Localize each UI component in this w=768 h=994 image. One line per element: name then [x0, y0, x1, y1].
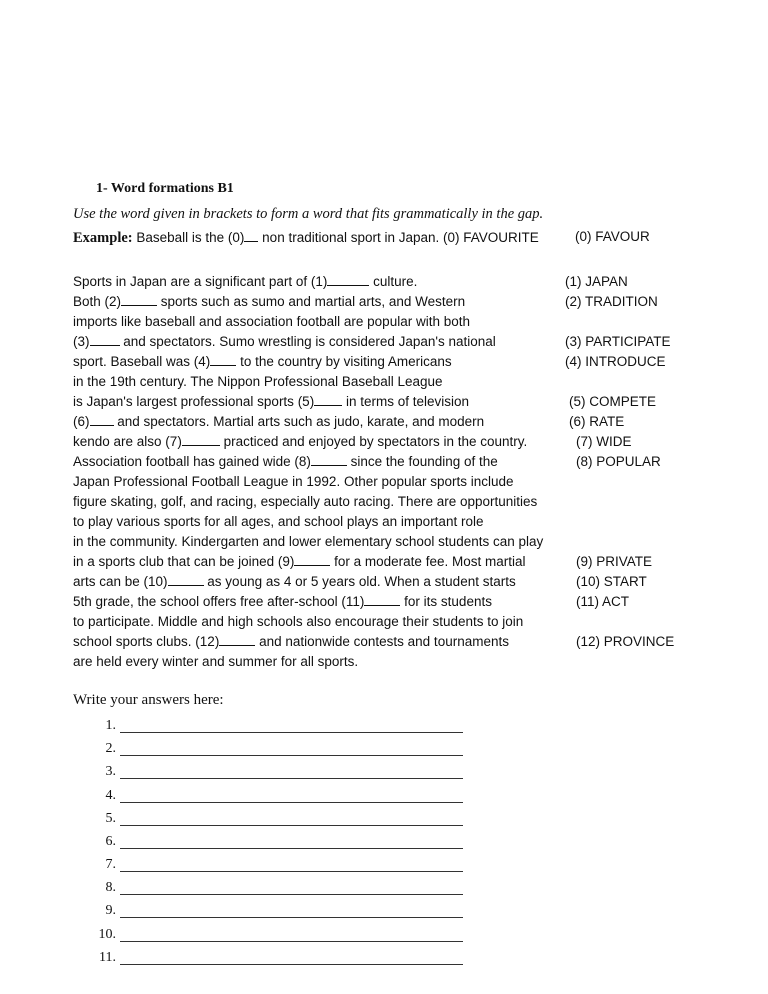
- answer-line[interactable]: [120, 778, 463, 779]
- answer-line[interactable]: [120, 755, 463, 756]
- answer-row[interactable]: 5.: [94, 811, 474, 829]
- cue-word: (2) TRADITION: [565, 294, 658, 309]
- answer-row[interactable]: 8.: [94, 880, 474, 898]
- cue-word: (3) PARTICIPATE: [565, 334, 671, 349]
- answer-line[interactable]: [120, 941, 463, 942]
- answer-row[interactable]: 4.: [94, 788, 474, 806]
- gap-6: [90, 413, 114, 426]
- passage-line: (6) and spectators. Martial arts such as judo, karate, and modern: [73, 414, 485, 429]
- answer-row[interactable]: 2.: [94, 741, 474, 759]
- answer-line[interactable]: [120, 894, 463, 895]
- answer-row[interactable]: 6.: [94, 834, 474, 852]
- section-heading: 1- Word formations B1: [96, 181, 234, 196]
- passage-line: kendo are also (7) practiced and enjoyed by spectators in the country.: [73, 434, 528, 449]
- passage-line: in the community. Kindergarten and lower elementary school students can play: [73, 534, 544, 549]
- cue-word: (10) START: [576, 574, 647, 589]
- example-label: Example:: [73, 230, 133, 246]
- cue-word: (8) POPULAR: [576, 454, 661, 469]
- gap-1: [327, 273, 369, 286]
- passage-line: in the 19th century. The Nippon Professional Baseball League: [73, 374, 443, 389]
- cue-word: (7) WIDE: [576, 434, 632, 449]
- passage-line: is Japan's largest professional sports (5) in terms of television: [73, 394, 469, 409]
- gap-2: [121, 293, 157, 306]
- gap-5: [314, 393, 342, 406]
- answer-line[interactable]: [120, 964, 463, 965]
- example-gap: [244, 229, 258, 242]
- cue-word: (5) COMPETE: [569, 394, 657, 409]
- passage-line: arts can be (10) as young as 4 or 5 years old. When a student starts: [73, 574, 516, 589]
- passage-line: to play various sports for all ages, and school plays an important role: [73, 514, 484, 529]
- cue-word: (4) INTRODUCE: [565, 354, 666, 369]
- answer-line[interactable]: [120, 848, 463, 849]
- answer-line[interactable]: [120, 802, 463, 803]
- gap-12: [219, 633, 255, 646]
- answer-line[interactable]: [120, 825, 463, 826]
- answer-line[interactable]: [120, 871, 463, 872]
- passage-line: school sports clubs. (12) and nationwide contests and tournaments: [73, 634, 509, 649]
- passage-line: figure skating, golf, and racing, especially auto racing. There are opportunities: [73, 494, 538, 509]
- passage-line: are held every winter and summer for all sports.: [73, 654, 359, 669]
- gap-10: [168, 573, 204, 586]
- gap-3: [90, 333, 120, 346]
- gap-7: [182, 433, 220, 446]
- answer-row[interactable]: 1.: [94, 718, 474, 736]
- passage-line: (3) and spectators. Sumo wrestling is considered Japan's national: [73, 334, 496, 349]
- passage-line: Association football has gained wide (8) since the founding of the: [73, 454, 498, 469]
- passage-line: Japan Professional Football League in 1992. Other popular sports include: [73, 474, 514, 489]
- cue-word: (11) ACT: [576, 594, 630, 609]
- example-text-after: non traditional sport in Japan. (0) FAVOURITE: [258, 230, 539, 245]
- passage-line: sport. Baseball was (4) to the country by visiting Americans: [73, 354, 452, 369]
- gap-9: [294, 553, 330, 566]
- passage-line: imports like baseball and association football are popular with both: [73, 314, 470, 329]
- example-line: [73, 229, 650, 247]
- gap-11: [364, 593, 400, 606]
- passage-line: in a sports club that can be joined (9) for a moderate fee. Most martial: [73, 554, 526, 569]
- answer-row[interactable]: 9.: [94, 903, 474, 921]
- answer-row[interactable]: 3.: [94, 764, 474, 782]
- answer-line[interactable]: [120, 732, 463, 733]
- gap-4: [210, 353, 236, 366]
- passage-line: Both (2) sports such as sumo and martial arts, and Western: [73, 294, 466, 309]
- cue-word: (12) PROVINCE: [576, 634, 675, 649]
- gap-8: [311, 453, 347, 466]
- answer-line[interactable]: [120, 917, 463, 918]
- instruction-text: Use the word given in brackets to form a word that fits grammatically in the gap.: [73, 206, 544, 222]
- cue-word: (1) JAPAN: [565, 274, 628, 289]
- example-text-before: Baseball is the (0): [132, 230, 245, 245]
- answer-row[interactable]: 11.: [94, 950, 474, 968]
- cue-word: (6) RATE: [569, 414, 625, 429]
- answer-row[interactable]: 10.: [94, 927, 474, 945]
- cue-word: (9) PRIVATE: [576, 554, 653, 569]
- example-answer: (0) FAVOUR: [575, 229, 650, 244]
- answer-row[interactable]: 7.: [94, 857, 474, 875]
- answers-label: Write your answers here:: [73, 692, 224, 708]
- passage-line: to participate. Middle and high schools also encourage their students to join: [73, 614, 524, 629]
- passage-line: Sports in Japan are a significant part of (1) culture.: [73, 274, 418, 289]
- passage-line: 5th grade, the school offers free after-school (11) for its students: [73, 594, 492, 609]
